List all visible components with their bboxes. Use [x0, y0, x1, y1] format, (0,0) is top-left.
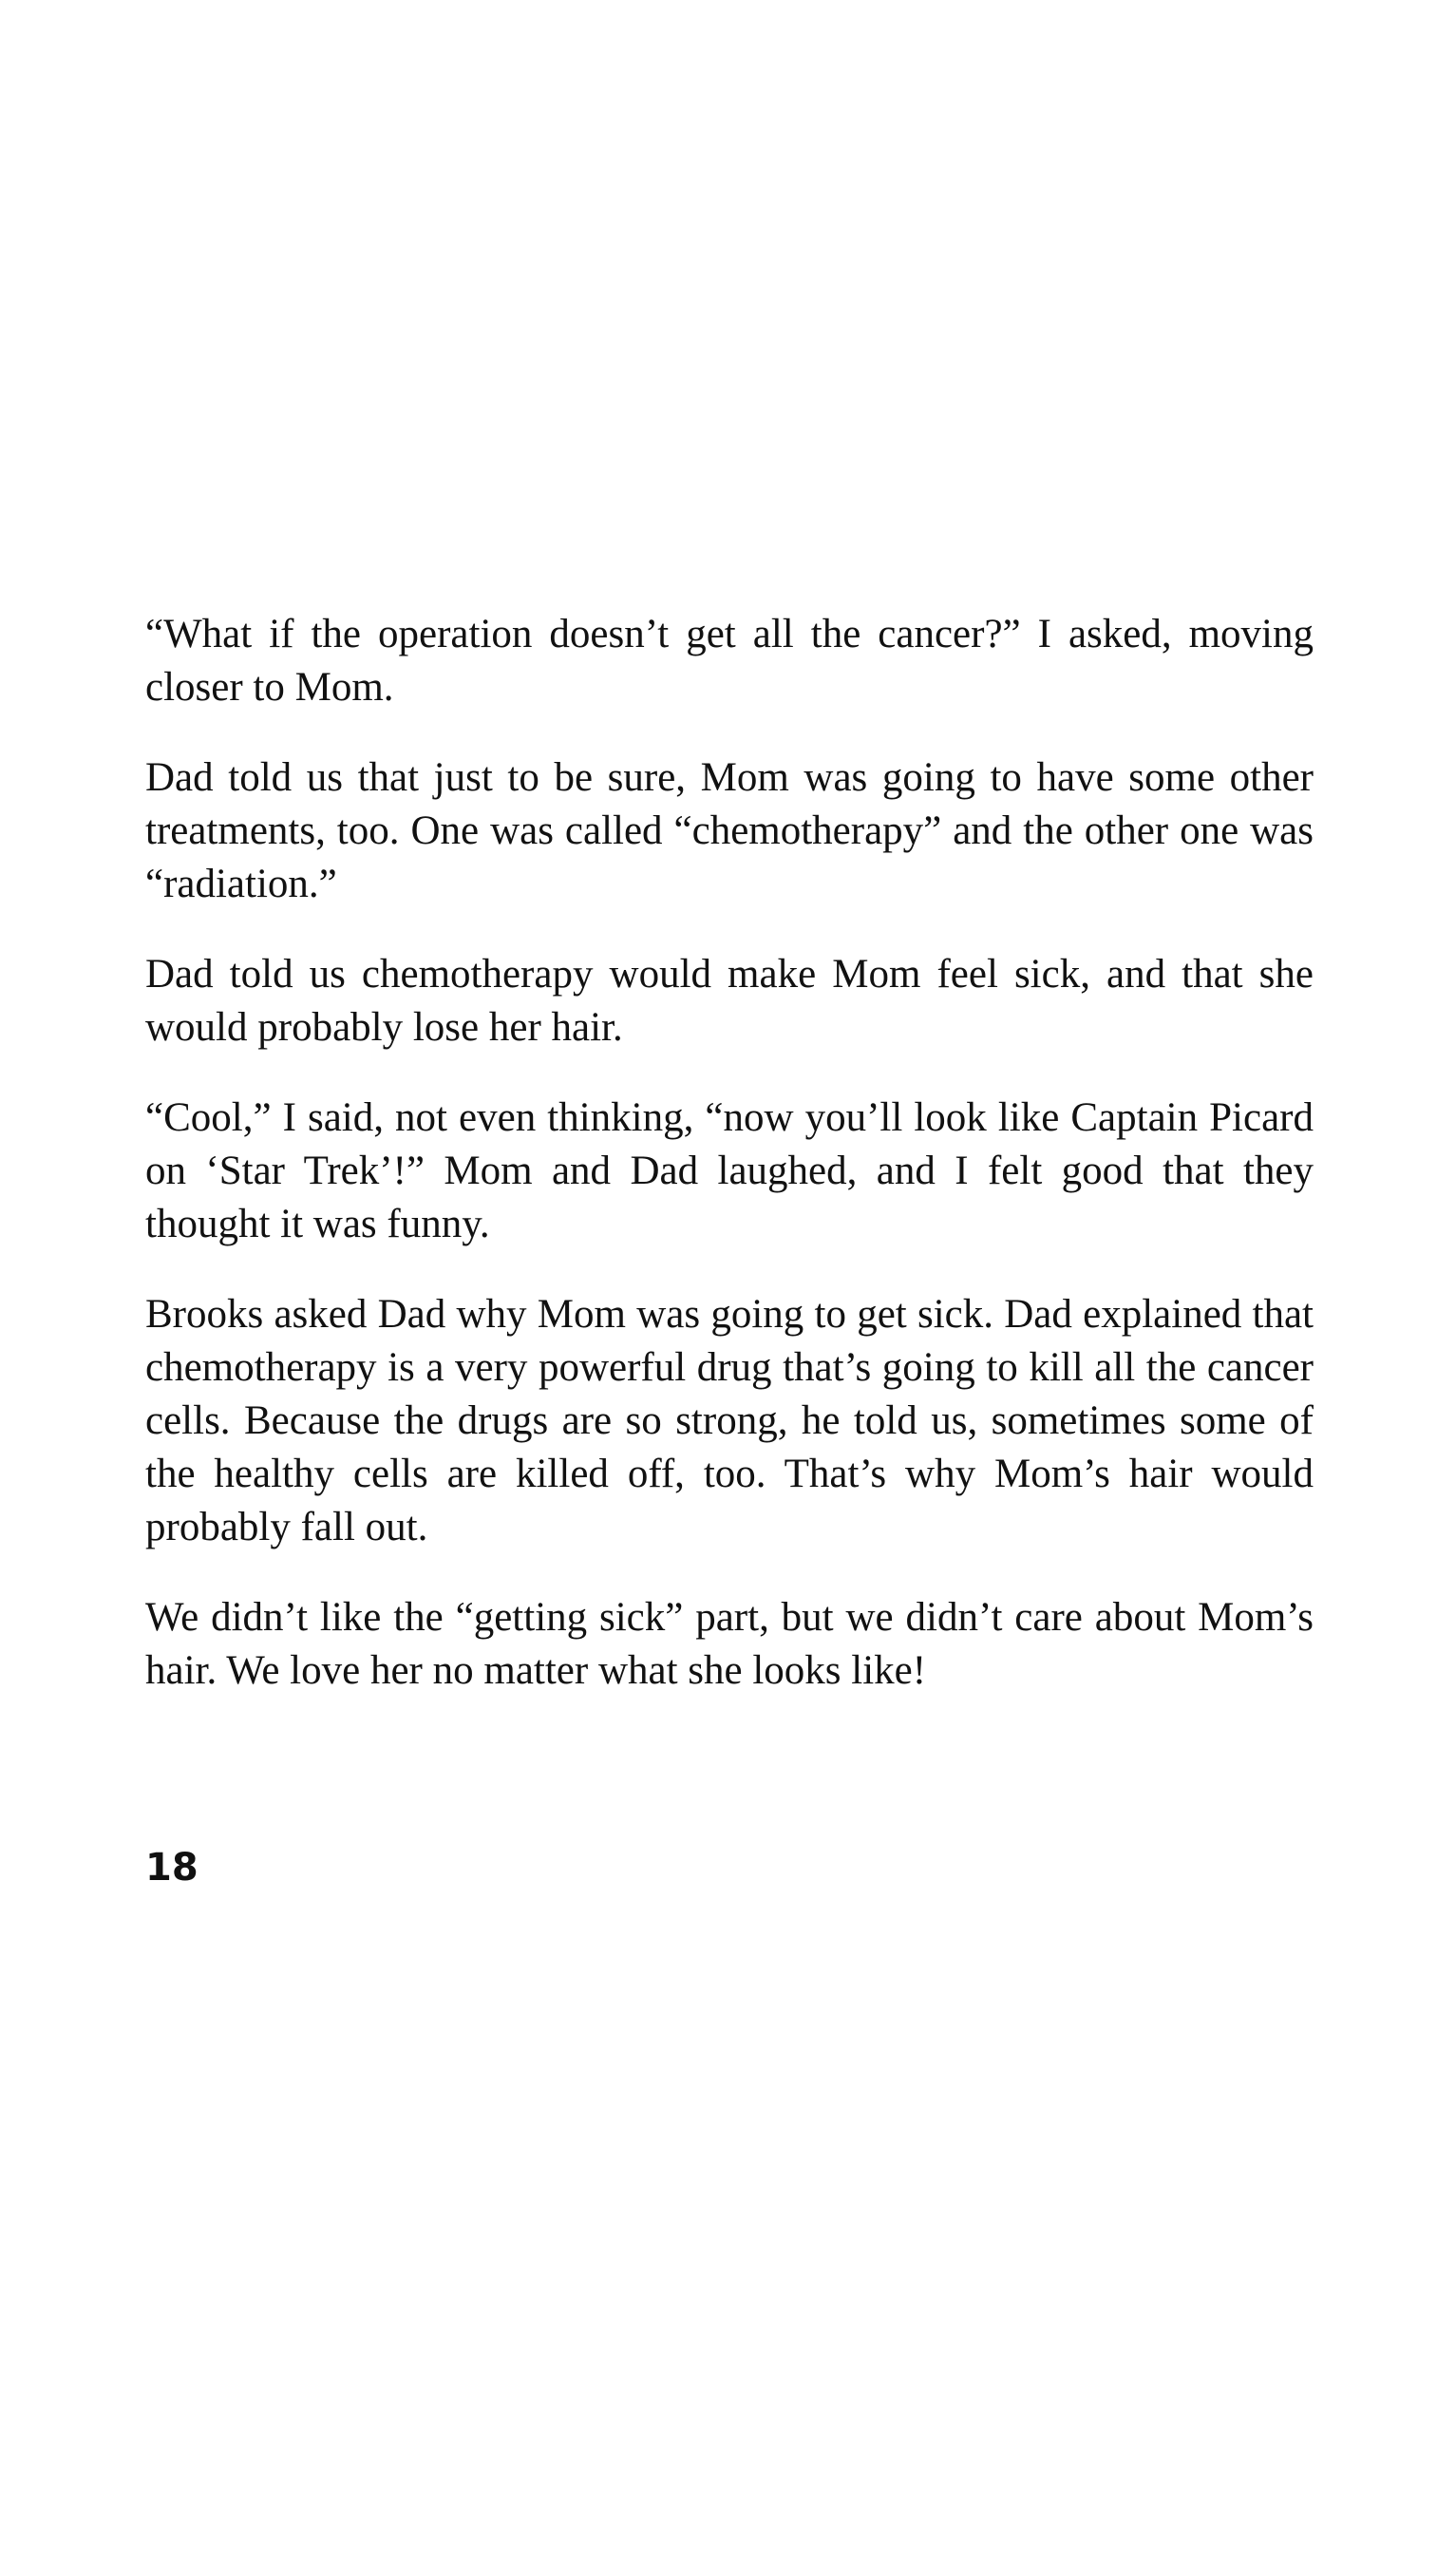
page-number: 18 — [145, 1846, 199, 1890]
body-text — [145, 608, 1314, 1735]
paragraph-1: “What if the operation doesn’t get all the cancer?” I asked, moving closer to Mom. — [145, 612, 1314, 710]
paragraph-3: Dad told us chemotherapy would make Mom feel sick, and that she would probably lose her hair. — [145, 952, 1314, 1050]
paragraph-6: We didn’t like the “getting sick” part, but we didn’t care about Mom’s hair. We love her no matter what she looks like! — [145, 1595, 1314, 1693]
paragraph-2: Dad told us that just to be sure, Mom was going to have some other treatments, too. One was called “chemotherapy” and the other one was “radiation.” — [145, 755, 1314, 906]
paragraph-4: “Cool,” I said, not even thinking, “now you’ll look like Captain Picard on ‘Star Trek’!” Mom and Dad laughed, and I felt good that they thought it was funny. — [145, 1095, 1314, 1246]
paragraph-5: Brooks asked Dad why Mom was going to get sick. Dad explained that chemotherapy is a very powerful drug that’s going to kill all the cancer cells. Because the drugs are so strong, he told us, sometimes some of the healthy cells are killed off, too. That’s why Mom’s hair would probably fall out. — [145, 1292, 1314, 1549]
